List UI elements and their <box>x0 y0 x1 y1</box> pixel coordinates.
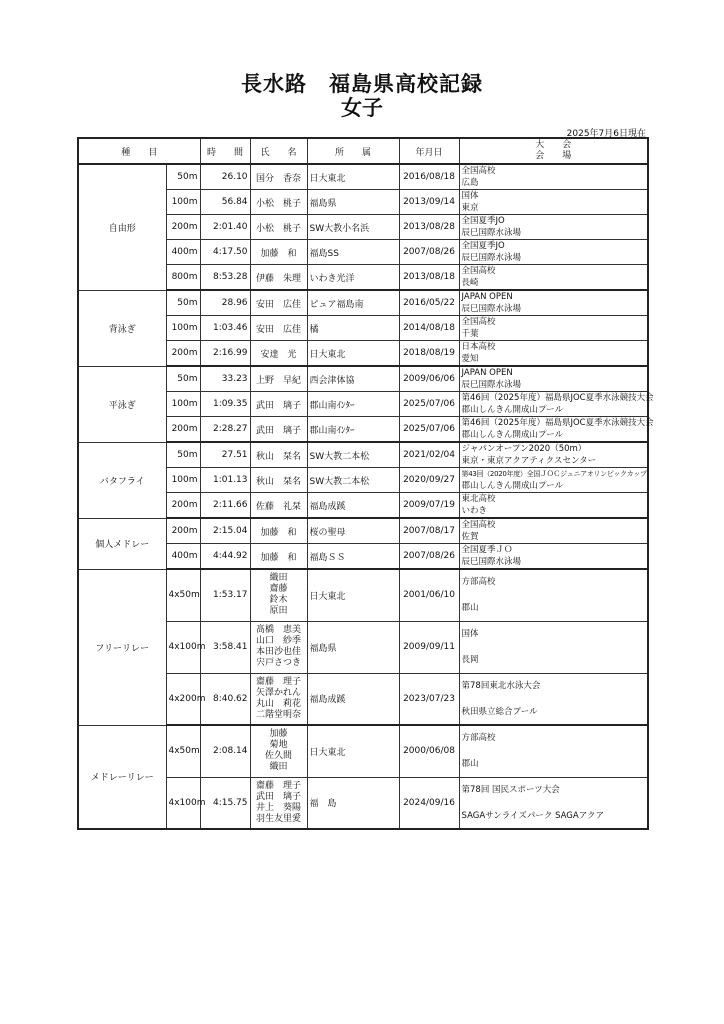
event-name: メドレーリレー <box>78 725 166 829</box>
venue-name: 東京 <box>461 203 479 213</box>
event-name: 個人メドレー <box>78 518 166 569</box>
meet-name: 全国夏季JO <box>461 241 505 251</box>
swimmer-name-cell: 上野 早紀 <box>250 366 307 392</box>
event-name: 背泳ぎ <box>78 290 166 366</box>
meet-venue-cell <box>459 265 648 291</box>
team-cell: 福島SS <box>307 240 399 265</box>
time-cell: 26.10 <box>200 164 250 190</box>
swimmer-name-cell: 武田 璃子 <box>250 417 307 443</box>
time-cell: 2:01.40 <box>200 215 250 240</box>
meet-venue-cell <box>459 777 648 829</box>
table-row <box>78 290 648 316</box>
time-cell: 2:15.04 <box>200 518 250 544</box>
time-cell: 27.51 <box>200 442 250 468</box>
swimmer-name: 鈴木 <box>269 595 288 606</box>
team-cell: 福島成蹊 <box>307 673 399 725</box>
table-row <box>78 518 648 544</box>
meet-venue-cell <box>459 417 654 443</box>
swimmer-name-cell: 武田 璃子 <box>250 392 307 417</box>
venue-name: 長崎 <box>461 278 479 288</box>
venue-name: 千葉 <box>461 329 479 339</box>
venue-name: 広島 <box>461 178 479 188</box>
time-cell: 28.96 <box>200 290 250 316</box>
swimmer-name-cell: 加藤 和 <box>250 544 307 570</box>
team-cell: 福島県 <box>307 190 399 215</box>
spacer <box>462 692 646 706</box>
meet-name: 日本高校 <box>461 342 496 352</box>
meet-venue-cell <box>459 164 648 190</box>
team-cell: SW大教小名浜 <box>307 215 399 240</box>
date-cell: 2000/06/08 <box>399 725 459 777</box>
meet-name: 第78回東北水泳大会 <box>461 680 541 691</box>
swimmer-name-cell: 秋山 栞名 <box>250 468 307 493</box>
date-cell: 2013/09/14 <box>399 190 459 215</box>
meet-name: 全国高校 <box>461 520 496 530</box>
swimmer-name-cell: 安田 広佳 <box>250 316 307 341</box>
venue-name: 郡山 <box>461 603 479 614</box>
time-cell: 4:15.75 <box>200 777 250 829</box>
date-cell: 2007/08/26 <box>399 240 459 265</box>
date-cell: 2009/07/19 <box>399 493 459 519</box>
distance-cell: 400m <box>166 240 200 265</box>
meet-name: JAPAN OPEN <box>461 292 513 302</box>
swimmer-name-cell: 佐藤 礼栞 <box>250 493 307 519</box>
venue-name: 東京・東京アクアティクスセンター <box>461 456 597 466</box>
team-cell: 日大東北 <box>307 569 399 621</box>
distance-cell: 50m <box>166 164 200 190</box>
meet-venue-cell <box>459 569 648 621</box>
time-cell: 33.23 <box>200 366 250 392</box>
distance-cell: 4x200m <box>166 673 200 725</box>
team-cell: SW大教二本松 <box>307 468 399 493</box>
distance-cell: 100m <box>166 392 200 417</box>
swimmer-name-cell: 安達 光 <box>250 341 307 367</box>
venue-name: 辰巳国際水泳場 <box>461 228 522 238</box>
venue-name: 辰巳国際水泳場 <box>461 380 522 390</box>
meet-venue-cell <box>459 215 648 240</box>
venue-name: 辰巳国際水泳場 <box>461 304 522 314</box>
spacer <box>462 744 646 758</box>
date-cell: 2016/05/22 <box>399 290 459 316</box>
col-name-header: 氏 名 <box>250 138 307 164</box>
distance-cell: 200m <box>166 518 200 544</box>
swimmer-name-cell: 加藤 和 <box>250 518 307 544</box>
col-event-header: 種 目 <box>78 138 200 164</box>
venue-name: 郡山しんきん開成山プール <box>461 481 564 491</box>
table-row <box>78 725 648 777</box>
distance-cell: 200m <box>166 215 200 240</box>
meet-venue-cell <box>459 725 648 777</box>
spacer <box>462 588 646 602</box>
event-name: 自由形 <box>78 164 166 290</box>
distance-cell: 50m <box>166 442 200 468</box>
distance-cell: 100m <box>166 190 200 215</box>
meet-name: ジャパンオープン2020（50m） <box>461 444 587 454</box>
date-cell: 2013/08/28 <box>399 215 459 240</box>
relay-names-cell <box>250 725 307 777</box>
distance-cell: 50m <box>166 290 200 316</box>
team-cell: 橘 <box>307 316 399 341</box>
date-cell: 2023/07/23 <box>399 673 459 725</box>
distance-cell: 4x50m <box>166 569 200 621</box>
swimmer-name: 丸山 莉花 <box>256 698 302 709</box>
swimmer-name: 武田 璃子 <box>256 791 302 802</box>
swimmer-name-cell: 小松 桃子 <box>250 215 307 240</box>
time-cell: 1:01.13 <box>200 468 250 493</box>
meet-venue-cell <box>459 290 648 316</box>
swimmer-name: 織田 <box>269 573 288 584</box>
team-cell: ピュア福島南 <box>307 290 399 316</box>
meet-name: 全国高校 <box>461 166 496 176</box>
team-cell: 福島成蹊 <box>307 493 399 519</box>
swimmer-name: 山口 紗季 <box>256 636 302 646</box>
swimmer-name: 二階堂明奈 <box>256 709 302 720</box>
relay-names-cell <box>250 621 307 673</box>
table-row <box>78 569 648 621</box>
relay-names-cell <box>250 569 307 621</box>
date-cell: 2007/08/17 <box>399 518 459 544</box>
date-cell: 2009/09/11 <box>399 621 459 673</box>
meet-venue-cell <box>459 518 648 544</box>
time-cell: 3:58.41 <box>200 621 250 673</box>
swimmer-name-cell: 安田 広佳 <box>250 290 307 316</box>
meet-name: 東北高校 <box>461 494 496 504</box>
venue-name: SAGAサンライズパーク SAGAアクア <box>461 810 604 821</box>
time-cell: 8:40.62 <box>200 673 250 725</box>
spacer <box>462 640 646 654</box>
swimmer-name: 本田沙也佳 <box>256 647 302 657</box>
relay-names-cell <box>250 673 307 725</box>
team-cell: 福島ＳＳ <box>307 544 399 570</box>
event-name: 平泳ぎ <box>78 366 166 442</box>
venue-name: 長岡 <box>461 655 479 665</box>
team-cell: 日大東北 <box>307 164 399 190</box>
date-cell: 2020/09/27 <box>399 468 459 493</box>
meet-venue-cell <box>459 442 648 468</box>
meet-venue-cell <box>459 341 648 367</box>
col-meet-header <box>459 138 648 164</box>
meet-venue-cell <box>459 316 648 341</box>
meet-name: 第43回（2020年度）全国ＪＯＣジュニアオリンピックカップ <box>461 470 647 478</box>
venue-name: 郡山しんきん開成山プール <box>461 405 564 415</box>
distance-cell: 100m <box>166 316 200 341</box>
meet-name: 国体 <box>461 629 479 639</box>
meet-name: 国体 <box>461 191 479 201</box>
meet-name: 全国夏季JO <box>461 216 505 226</box>
distance-cell: 4x50m <box>166 725 200 777</box>
meet-name: 方部高校 <box>461 577 496 588</box>
meet-name: 第46回（2025年度）福島県JOC夏季水泳競技大会 <box>461 418 654 428</box>
venue-name: 郡山しんきん開成山プール <box>461 430 564 440</box>
swimmer-name: 齋藤 理子 <box>256 780 302 791</box>
team-cell: 福 島 <box>307 777 399 829</box>
col-time-header: 時 間 <box>200 138 250 164</box>
distance-cell: 50m <box>166 366 200 392</box>
date-cell: 2024/09/16 <box>399 777 459 829</box>
venue-name: 辰巳国際水泳場 <box>461 253 522 263</box>
records-table <box>77 137 654 830</box>
team-cell: 桜の聖母 <box>307 518 399 544</box>
date-cell: 2013/08/18 <box>399 265 459 291</box>
table-row <box>78 442 648 468</box>
col-team-header: 所 属 <box>307 138 399 164</box>
time-cell: 8:53.28 <box>200 265 250 291</box>
date-cell: 2014/08/18 <box>399 316 459 341</box>
meet-venue-cell <box>459 544 648 570</box>
relay-names-cell <box>250 777 307 829</box>
distance-cell: 200m <box>166 341 200 367</box>
meet-venue-cell <box>459 673 648 725</box>
swimmer-name: 齋藤 理子 <box>256 676 302 687</box>
page-subtitle: 女子 <box>341 96 383 120</box>
distance-cell: 800m <box>166 265 200 291</box>
spacer <box>462 796 646 810</box>
swimmer-name: 髙橋 恵美 <box>256 625 302 635</box>
records-body <box>78 164 654 829</box>
meet-venue-cell <box>459 392 654 417</box>
meet-venue-cell <box>459 366 648 392</box>
team-cell: 日大東北 <box>307 341 399 367</box>
venue-name: 辰巳国際水泳場 <box>461 557 522 567</box>
col-venue-label: 会 場 <box>535 151 572 161</box>
swimmer-name: 菊地 <box>269 740 288 751</box>
swimmer-name: 原田 <box>269 606 288 617</box>
date-cell: 2025/07/06 <box>399 417 459 443</box>
time-cell: 2:28.27 <box>200 417 250 443</box>
swimmer-name-cell: 国分 香奈 <box>250 164 307 190</box>
date-cell: 2021/02/04 <box>399 442 459 468</box>
venue-name: 郡山 <box>461 759 479 770</box>
distance-cell: 4x100m <box>166 777 200 829</box>
team-cell: 西会津体協 <box>307 366 399 392</box>
swimmer-name: 羽生友里愛 <box>256 813 302 824</box>
date-cell: 2016/08/18 <box>399 164 459 190</box>
team-cell: 福島県 <box>307 621 399 673</box>
as-of-date: 2025年7月6日現在 <box>566 129 646 139</box>
table-row <box>78 164 648 190</box>
date-cell: 2001/06/10 <box>399 569 459 621</box>
time-cell: 1:09.35 <box>200 392 250 417</box>
page-title: 長水路 福島県高校記録 <box>241 72 483 96</box>
time-cell: 4:44.92 <box>200 544 250 570</box>
header-row <box>78 138 648 164</box>
event-name: バタフライ <box>78 442 166 518</box>
time-cell: 1:03.46 <box>200 316 250 341</box>
meet-name: 第46回（2025年度）福島県JOC夏季水泳競技大会 <box>461 393 654 403</box>
distance-cell: 200m <box>166 417 200 443</box>
meet-name: 全国高校 <box>461 266 496 276</box>
swimmer-name: 宍戸さつき <box>256 658 302 668</box>
swimmer-name: 織田 <box>269 762 288 773</box>
meet-name: 全国高校 <box>461 317 496 327</box>
event-name: フリーリレー <box>78 569 166 725</box>
meet-name: 方部高校 <box>461 733 496 744</box>
meet-name: 全国夏季ＪＯ <box>461 545 513 555</box>
date-cell: 2009/06/06 <box>399 366 459 392</box>
venue-name: いわき <box>461 506 488 516</box>
distance-cell: 100m <box>166 468 200 493</box>
swimmer-name: 佐久間 <box>265 751 293 762</box>
col-date-header: 年月日 <box>399 138 459 164</box>
swimmer-name: 矢澤かれん <box>256 687 302 698</box>
time-cell: 56.84 <box>200 190 250 215</box>
team-cell: 日大東北 <box>307 725 399 777</box>
distance-cell: 400m <box>166 544 200 570</box>
time-cell: 4:17.50 <box>200 240 250 265</box>
meet-venue-cell <box>459 240 648 265</box>
swimmer-name-cell: 秋山 栞名 <box>250 442 307 468</box>
team-cell: SW大教二本松 <box>307 442 399 468</box>
venue-name: 佐賀 <box>461 532 479 542</box>
table-row <box>78 366 648 392</box>
time-cell: 1:53.17 <box>200 569 250 621</box>
date-cell: 2025/07/06 <box>399 392 459 417</box>
venue-name: 愛知 <box>461 354 479 364</box>
date-cell: 2007/08/26 <box>399 544 459 570</box>
team-cell: 郡山南ｲﾝﾀｰ <box>307 392 399 417</box>
time-cell: 2:08.14 <box>200 725 250 777</box>
meet-venue-cell <box>459 493 648 519</box>
meet-venue-cell <box>459 621 648 673</box>
swimmer-name-cell: 小松 桃子 <box>250 190 307 215</box>
meet-venue-cell <box>459 190 648 215</box>
date-cell: 2018/08/19 <box>399 341 459 367</box>
meet-name: 第78回 国民スポーツ大会 <box>461 784 560 795</box>
swimmer-name: 加藤 <box>269 729 288 740</box>
distance-cell: 200m <box>166 493 200 519</box>
swimmer-name: 井上 葵陽 <box>256 802 302 813</box>
time-cell: 2:11.66 <box>200 493 250 519</box>
meet-venue-cell <box>459 468 648 493</box>
distance-cell: 4x100m <box>166 621 200 673</box>
team-cell: 郡山南ｲﾝﾀｰ <box>307 417 399 443</box>
col-meet-label: 大 会 <box>535 140 572 150</box>
venue-name: 秋田県立総合プール <box>461 706 538 717</box>
time-cell: 2:16.99 <box>200 341 250 367</box>
swimmer-name: 齋藤 <box>269 584 288 595</box>
meet-name: JAPAN OPEN <box>461 368 513 378</box>
swimmer-name-cell: 加藤 和 <box>250 240 307 265</box>
swimmer-name-cell: 伊藤 朱理 <box>250 265 307 291</box>
team-cell: いわき光洋 <box>307 265 399 291</box>
